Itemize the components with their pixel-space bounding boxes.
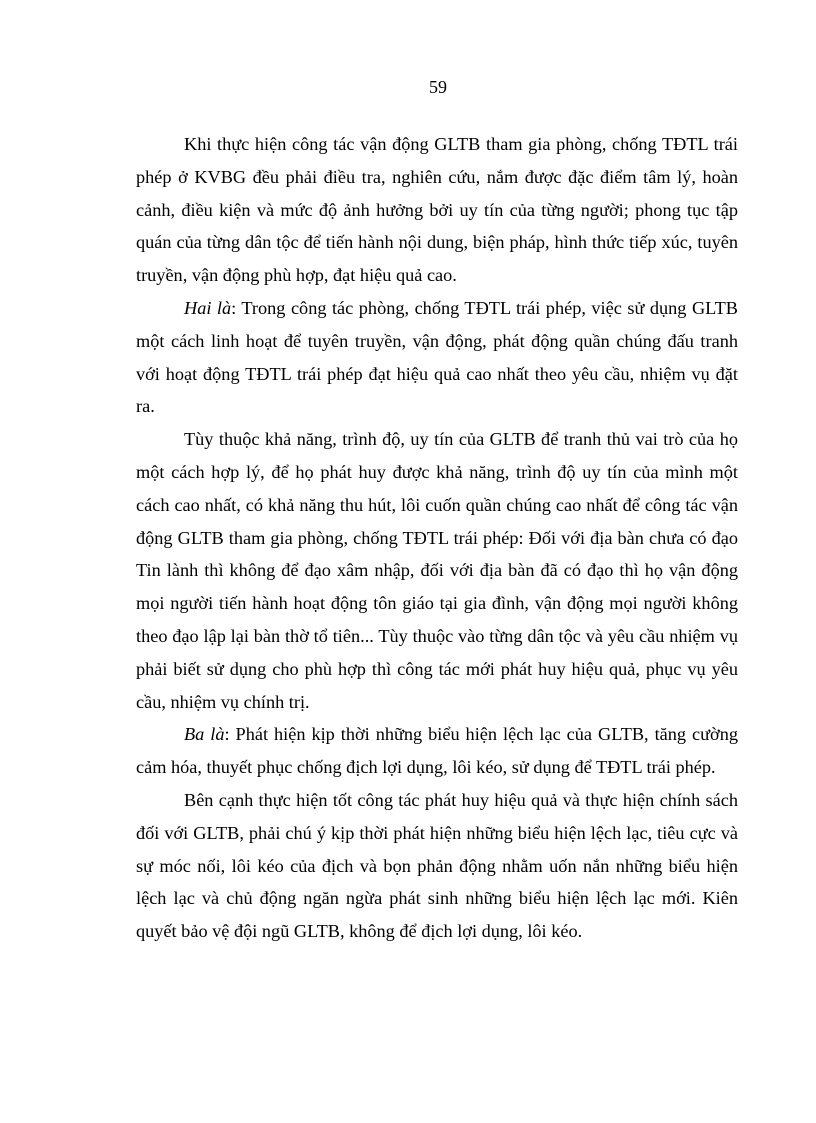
paragraph-hai-la <box>136 292 738 423</box>
paragraph-ba-la <box>136 718 738 784</box>
paragraph-text: : Phát hiện kịp thời những biểu hiện lệch lạc của GLTB, tăng cường cảm hóa, thuyết phục chống địch lợi dụng, lôi kéo, sử dụng để TĐTL trái phép. <box>136 724 738 778</box>
paragraph-lead-italic: Hai là <box>184 297 232 318</box>
page-number: 59 <box>429 77 447 97</box>
paragraph-intro <box>136 128 738 292</box>
paragraph-text: : Trong công tác phòng, chống TĐTL trái phép, việc sử dụng GLTB một cách linh hoạt để tuyên truyền, vận động, phát động quần chúng đấu tranh với hoạt động TĐTL trái phép đạt hiệu quả cao nhất theo yêu cầu, nhiệm vụ đặt ra. <box>136 297 738 417</box>
paragraph-text: Khi thực hiện công tác vận động GLTB tham gia phòng, chống TĐTL trái phép ở KVBG đều phải điều tra, nghiên cứu, nắm được đặc điểm tâm lý, hoàn cảnh, điều kiện và mức độ ảnh hưởng bởi uy tín của từng người; phong tục tập quán của từng dân tộc để tiến hành nội dung, biện pháp, hình thức tiếp xúc, tuyên truyền, vận động phù hợp, đạt hiệu quả cao. <box>136 134 738 286</box>
paragraph-tuy-thuoc <box>136 423 738 718</box>
paragraph-ben-canh <box>136 784 738 948</box>
paragraph-text: Bên cạnh thực hiện tốt công tác phát huy hiệu quả và thực hiện chính sách đối với GLTB, phải chú ý kịp thời phát hiện những biểu hiện lệch lạc, tiêu cực và sự móc nối, lôi kéo của địch và bọn phản động nhằm uốn nắn những biểu hiện lệch lạc và chủ động ngăn ngừa phát sinh những biểu hiện lệch lạc mới. Kiên quyết bảo vệ đội ngũ GLTB, không để địch lợi dụng, lôi kéo. <box>136 789 738 942</box>
paragraph-lead-italic: Ba là <box>184 724 225 745</box>
document-body <box>136 128 738 948</box>
paragraph-text: Tùy thuộc khả năng, trình độ, uy tín của GLTB để tranh thủ vai trò của họ một cách hợp lý, để họ phát huy được khả năng, trình độ uy tín của mình một cách cao nhất, có khả năng thu hút, lôi cuốn quần chúng cao nhất để công tác vận động GLTB tham gia phòng, chống TĐTL trái phép: Đối với địa bàn chưa có đạo Tin lành thì không để đạo xâm nhập, đối với địa bàn đã có đạo thì họ vận động mọi người tiến hành hoạt động tôn giáo tại gia đình, vận động mọi người không theo đạo lập lại bàn thờ tổ tiên... Tùy thuộc vào từng dân tộc và yêu cầu nhiệm vụ phải biết sử dụng cho phù hợp thì công tác mới phát huy hiệu quả, phục vụ yêu cầu, nhiệm vụ chính trị. <box>136 429 738 712</box>
